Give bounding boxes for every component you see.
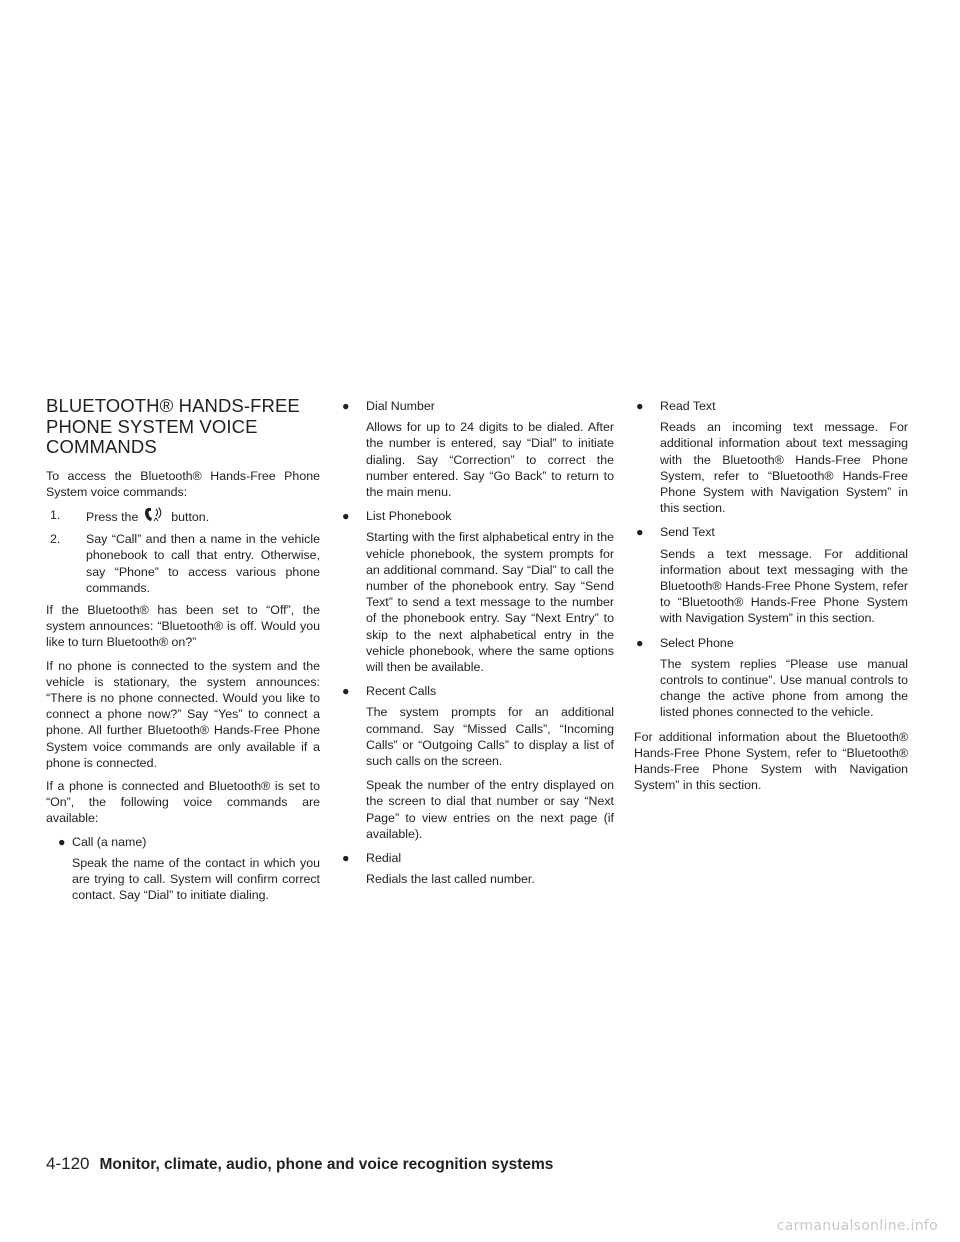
command-redial (340, 850, 614, 866)
bullet-icon: ● (342, 399, 350, 413)
command-call (46, 834, 320, 850)
command-description: Starting with the first alphabetical entry in the vehicle phonebook, the system prompts for an additional command. Say “Dial” to call the number of the phonebook entry. Say “Send Text” to send a text message to the number of the phonebook entry. Say “Next Entry” to skip to the next alphabetical entry in the vehicle phonebook, where the same options will then be available. (366, 530, 614, 675)
command-send-text (634, 524, 908, 540)
bluetooth-off-text: If the Bluetooth® has been set to “Off”, the system announces: “Bluetooth® is off. Would you like to turn Bluetooth® on?” (46, 602, 320, 650)
bullet-icon: ● (636, 635, 644, 650)
column-2 (340, 398, 614, 895)
command-description: Reads an incoming text message. For additional information about text messaging with the Bluetooth® Hands-Free Phone System, refer to “Bluetooth® Hands-Free Phone System with Navigation System” in this section. (660, 420, 908, 516)
step-number: 1. (50, 507, 61, 522)
bullet-icon: ● (636, 525, 644, 540)
command-description: Allows for up to 24 digits to be dialed. After the number is entered, say “Dial” to initiate dialing. Say “Correction” to correct the number entered. Say “Go Back” to return to the main menu. (366, 420, 614, 500)
command-description: Sends a text message. For additional information about text messaging with the Bluetooth® Hands-Free Phone System, refer to “Bluetooth® Hands-Free Phone System with Navigation System” in this section. (660, 546, 908, 626)
page-footer (46, 1154, 553, 1175)
command-label: Select Phone (660, 635, 734, 650)
command-recent-calls (340, 683, 614, 699)
command-description: Speak the number of the entry displayed on the screen to dial that number or say “Next Page” to view entries on the next page (if available). (366, 778, 614, 841)
closing-text: For additional information about the Bluetooth® Hands-Free Phone System, refer to “Bluetooth® Hands-Free Phone System with Navigation System” in this section. (634, 729, 908, 793)
command-label: Redial (366, 851, 402, 866)
bullet-icon: ● (342, 509, 350, 524)
bullet-icon: ● (342, 684, 350, 699)
bullet-icon: ● (342, 851, 350, 866)
section-title: Monitor, climate, audio, phone and voice recognition systems (99, 1156, 554, 1173)
bullet-icon: ● (58, 834, 66, 849)
command-label: Call (a name) (72, 834, 147, 849)
step-1-text-after: button. (171, 509, 210, 524)
no-phone-text: If no phone is connected to the system and the vehicle is stationary, the system announces: “There is no phone connected. Would you like to connect a phone now?” Say “Yes” to connect a phone. All further Bluetooth® Hands-Free Phone System voice commands are only available if a phone is connected. (46, 658, 320, 770)
command-label: Read Text (660, 399, 716, 413)
step-number: 2. (50, 532, 61, 547)
talk-phone-icon (142, 507, 168, 523)
intro-text: To access the Bluetooth® Hands-Free Phone System voice commands: (46, 468, 320, 499)
column-1 (46, 396, 320, 911)
step-1-text-before: Press the (86, 509, 139, 524)
command-description: Redials the last called number. (366, 872, 535, 887)
command-select-phone (634, 635, 908, 651)
command-label: Send Text (660, 525, 715, 540)
step-2 (46, 531, 320, 596)
command-description: Speak the name of the contact in which you are trying to call. System will confirm correct contact. Say “Dial” to initiate dialing. (72, 855, 320, 903)
step-2-text: Say “Call” and then a name in the vehicle phonebook to call that entry. Otherwise, say “Phone” to access various phone commands. (86, 532, 320, 595)
command-label: List Phonebook (366, 509, 452, 524)
available-commands-text: If a phone is connected and Bluetooth® is set to “On”, the following voice commands are available: (46, 778, 320, 826)
command-description: The system replies “Please use manual controls to continue”. Use manual controls to change the active phone from among the listed phones connected to the vehicle. (660, 656, 908, 720)
command-dial-number (340, 398, 614, 414)
page-number: 4-120 (46, 1154, 90, 1173)
bullet-icon: ● (636, 399, 644, 413)
watermark: carmanualsonline.info (776, 1218, 938, 1234)
page-title: BLUETOOTH® HANDS-FREE PHONE SYSTEM VOICE COMMANDS (46, 395, 300, 457)
command-read-text (634, 398, 908, 414)
step-1 (46, 507, 320, 525)
command-description: The system prompts for an additional command. Say “Missed Calls”, “Incoming Calls” or “Outgoing Calls” to display a list of such calls on the screen. (366, 705, 614, 769)
column-3 (634, 398, 908, 800)
command-label: Recent Calls (366, 684, 437, 699)
command-list-phonebook (340, 508, 614, 524)
command-label: Dial Number (366, 399, 435, 413)
